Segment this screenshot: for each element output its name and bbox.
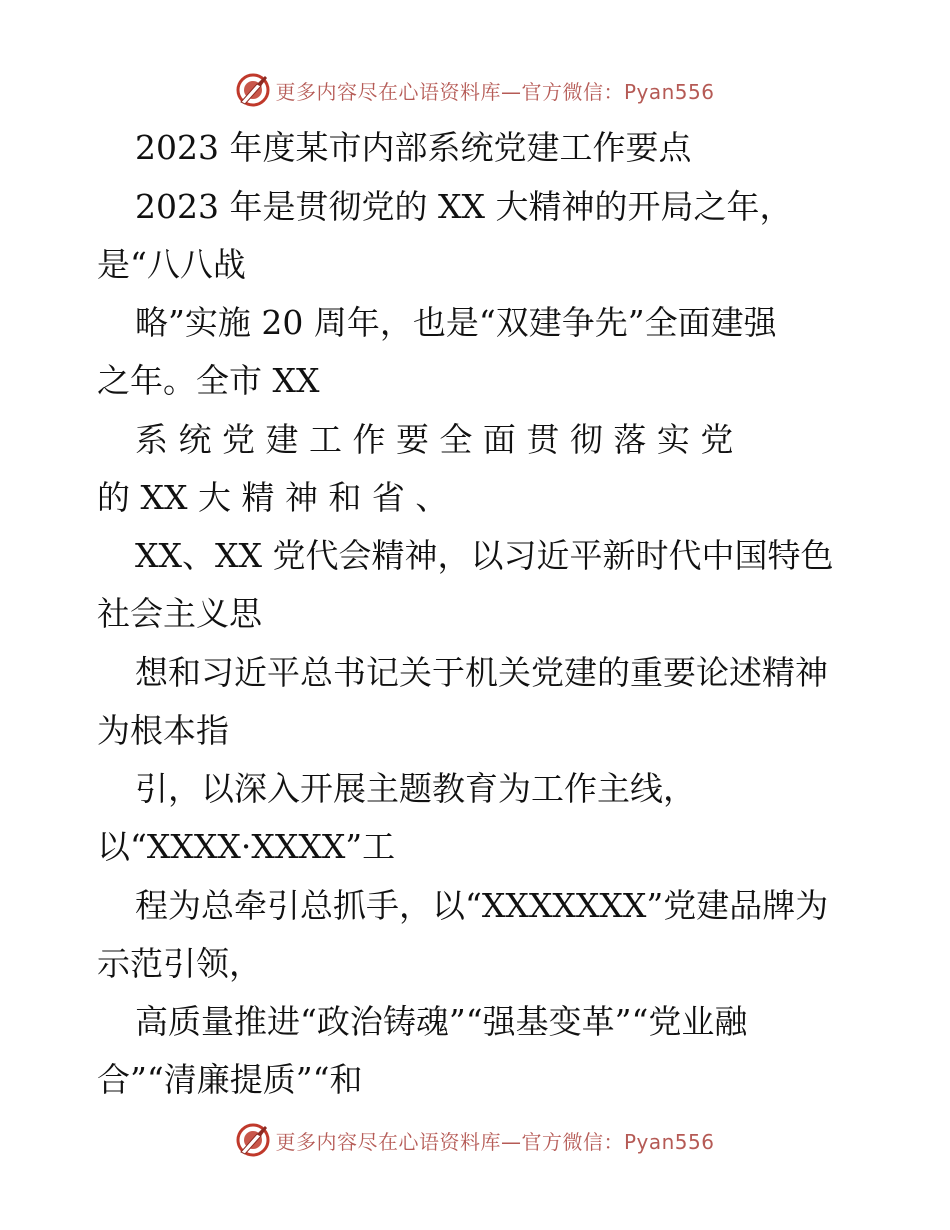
footer-banner-text: 更多内容尽在心语资料库—官方微信：Pyan556 xyxy=(275,1129,715,1154)
text-line: 程为总牵引总抓手，以“XXXXXXX”党建品牌为 xyxy=(135,886,829,925)
header-banner xyxy=(0,70,950,110)
text-line: 2023 年是贯彻党的 XX 大精神的开局之年， xyxy=(135,187,793,226)
header-banner-text: 更多内容尽在心语资料库—官方微信：Pyan556 xyxy=(275,79,715,104)
text-line: 的 XX 大 精 神 和 省 、 xyxy=(97,478,449,517)
text-line: 社会主义思 xyxy=(97,594,262,633)
footer-banner xyxy=(0,1120,950,1160)
text-line: 示范引领， xyxy=(97,944,262,983)
document-title: 2023 年度某市内部系统党建工作要点 xyxy=(135,128,692,167)
text-line: 之年。全市 XX xyxy=(97,361,320,400)
text-line: XX、XX 党代会精神，以习近平新时代中国特色 xyxy=(135,536,834,575)
text-line: 以“XXXX·XXXX”工 xyxy=(97,827,396,866)
text-line: 高质量推进“政治铸魂”“强基变革”“党业融 xyxy=(135,1002,748,1041)
text-line: 略”实施 20 周年，也是“双建争先”全面建强 xyxy=(135,303,777,342)
text-line: 想和习近平总书记关于机关党建的重要论述精神 xyxy=(135,653,828,692)
text-line: 系 统 党 建 工 作 要 全 面 贯 彻 落 实 党 xyxy=(135,420,734,459)
quill-seal-logo xyxy=(235,72,271,108)
text-line: 合”“清廉提质”“和 xyxy=(97,1060,363,1099)
text-line: 为根本指 xyxy=(97,711,229,750)
text-line: 引，以深入开展主题教育为工作主线， xyxy=(135,769,696,808)
text-line: 是“八八战 xyxy=(97,245,246,284)
quill-seal-logo xyxy=(235,1122,271,1158)
